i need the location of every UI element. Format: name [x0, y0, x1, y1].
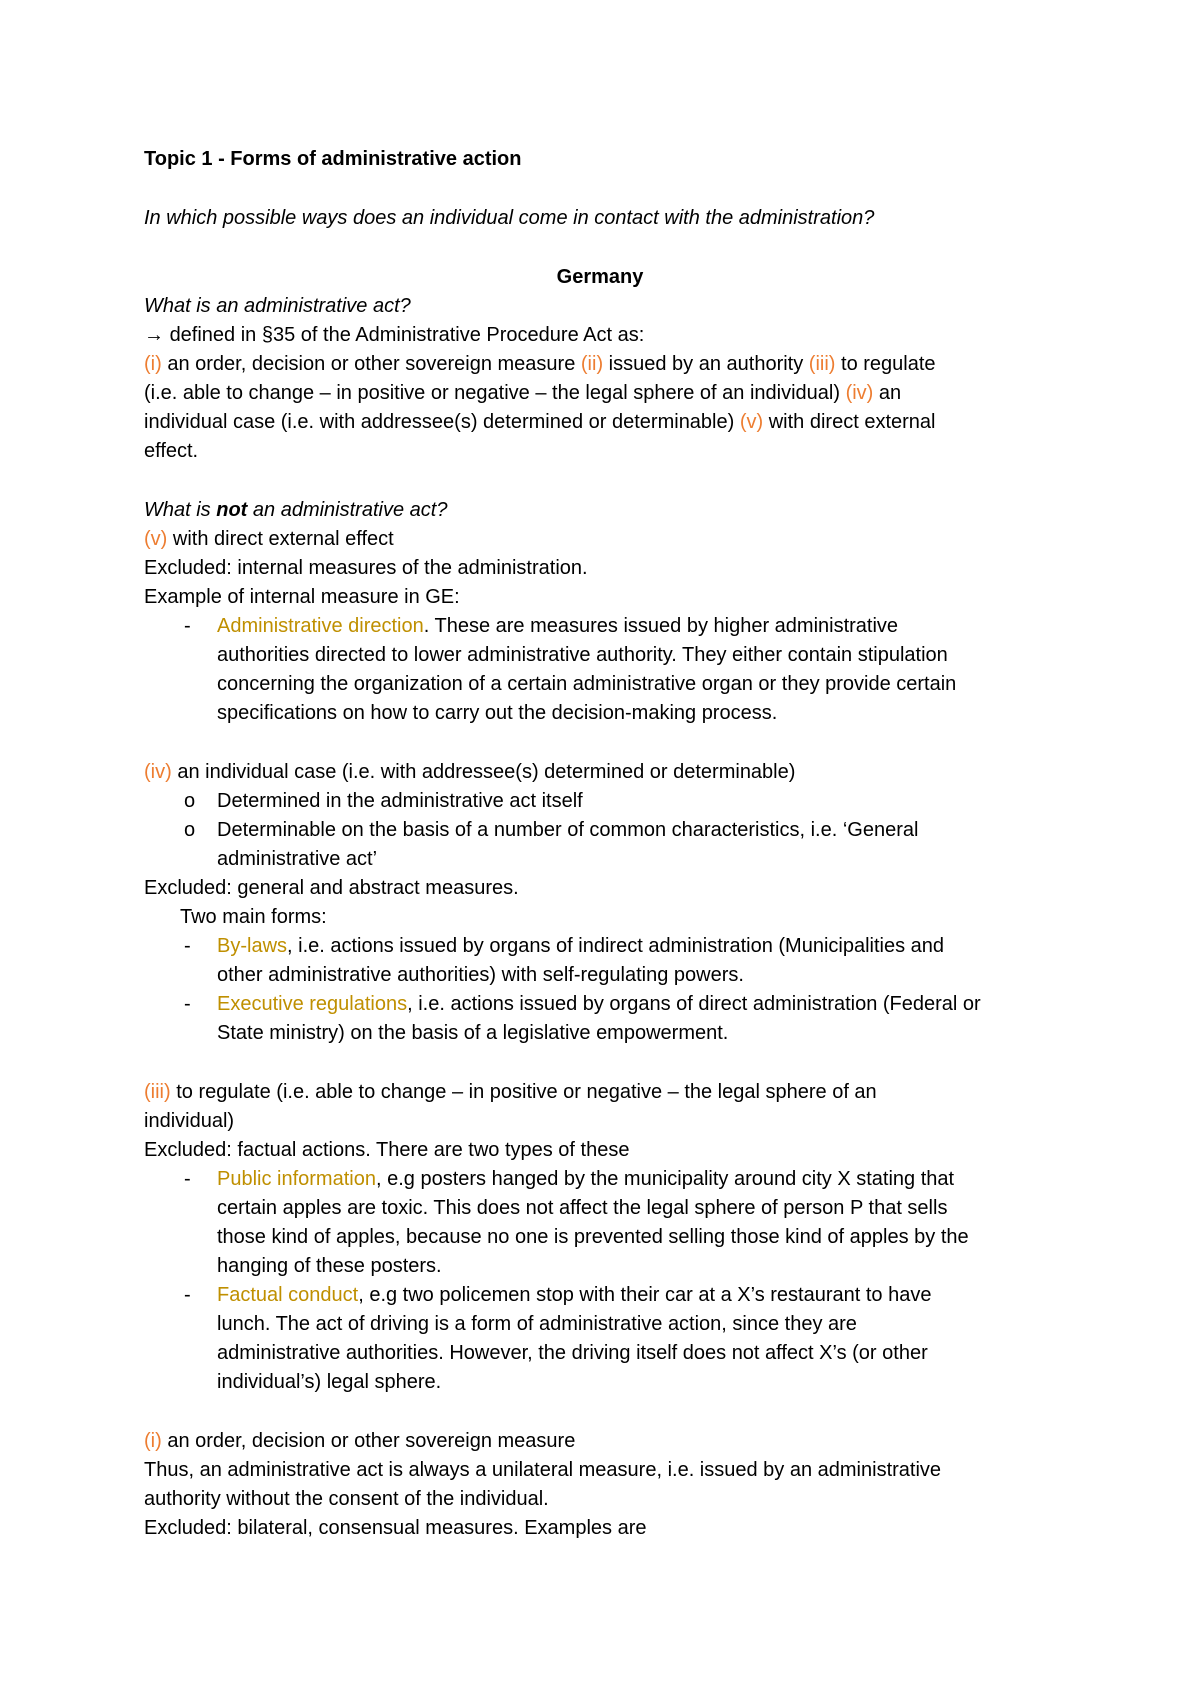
- term-bylaws: By-laws: [217, 935, 288, 957]
- sub-bullet-determined: Determined in the administrative act itself: [217, 790, 583, 812]
- dash-bullet: -: [184, 615, 191, 637]
- definition-line-4: effect.: [144, 440, 199, 462]
- term-factual-conduct: Factual conduct: [217, 1284, 359, 1306]
- definition-intro-text: defined in §35 of the Administrative Procedure Act as:: [169, 324, 645, 346]
- criterion-i: (i) an order, decision or other sovereign measure: [144, 1430, 576, 1452]
- term-executive-regulations: Executive regulations: [217, 993, 408, 1015]
- excluded-bilateral: Excluded: bilateral, consensual measures. Examples are: [144, 1517, 647, 1539]
- section-heading-germany: Germany: [556, 266, 644, 288]
- page-title: Topic 1 - Forms of administrative action: [144, 148, 522, 170]
- excluded-factual: Excluded: factual actions. There are two types of these: [144, 1139, 630, 1161]
- unilateral-paragraph: Thus, an administrative act is always a unilateral measure, i.e. issued by an administrative: [144, 1459, 942, 1481]
- circle-bullet: o: [184, 819, 196, 841]
- example-internal: Example of internal measure in GE:: [144, 586, 460, 608]
- two-main-forms: Two main forms:: [180, 906, 327, 928]
- bullet-executive-regulations: Executive regulations, i.e. actions issued by organs of direct administration (Federal or: [217, 993, 981, 1015]
- dash-bullet: -: [184, 1168, 191, 1190]
- bullet-public-information: Public information, e.g posters hanged by the municipality around city X stating that: [217, 1168, 955, 1190]
- circle-bullet: o: [184, 790, 196, 812]
- definition-line-1: (i) an order, decision or other sovereign measure (ii) issued by an authority (iii) to regulate: [144, 353, 936, 375]
- intro-question: In which possible ways does an individual come in contact with the administration?: [144, 207, 875, 229]
- definition-intro: [144, 323, 644, 347]
- bullet-admin-direction: Administrative direction. These are measures issued by higher administrative: [217, 615, 899, 637]
- document-page: Topic 1 - Forms of administrative action In which possible ways does an individual come in contact with the administration? Germany What is an administrative act? → defined in §35 of the Administrative Procedure Act as: (i) an order, decision or other sovereign measure (ii) issued by an authority (iii) to regulate (i.e. able to change – in positive or negative – the legal sphere of an individual) (iv) an individual case (i.e. with addressee(s) determined or determinable) (v) with direct external effect. What is not an administrative act? (v) with direct external effect Excluded: internal measures of the administration. Example of internal measure in GE: - Administrative direction. These are measures issued by higher administrative authorities directed to lower administrative authority. They either contain stipulation concerning the organization of a certain administrative organ or they provide certain specifications on how to carry out the decision-making process. (iv) an individual case (i.e. with addressee(s) determined or determinable) o Determined in the administrative act itself o Determinable on the basis of a number of common characteristics, i.e. ‘General administrative act’ Excluded: general and abstract measures. Two main forms: - By-laws, i.e. actions issued by organs of indirect administration (Municipalities and other administrative authorities) with self-regulating powers. - Executive regulations, i.e. actions issued by organs of direct administration (Federal or State ministry) on the basis of a legislative empowerment. (iii) to regulate (i.e. able to change – in positive or negative – the legal sphere of an individual) Excluded: factual actions. There are two types of these - Public information, e.g posters hanged by the municipality around city X stating that certain apples are toxic. This does not affect the legal sphere of person P that sells those kind of apples, because no one is prevented selling those kind of apples by the hanging of these posters. - Factual conduct, e.g two policemen stop with their car at a X’s restaurant to have lunch. The act of driving is a form of administrative action, since they are administrative authorities. However, the driving itself does not affect X’s (or other individual’s) legal sphere. (i) an order, decision or other sovereign measure Thus, an administrative act is always a unilateral measure, i.e. issued by an administrative authority without the consent of the individual. Excluded: bilateral, consensual measures. Examples are: [0, 0, 1200, 1698]
- excluded-general: Excluded: general and abstract measures.: [144, 877, 519, 899]
- dash-bullet: -: [184, 1284, 191, 1306]
- dash-bullet: -: [184, 935, 191, 957]
- excluded-internal: Excluded: internal measures of the administration.: [144, 557, 588, 579]
- dash-bullet: -: [184, 993, 191, 1015]
- term-public-information: Public information: [217, 1168, 376, 1190]
- definition-line-2: (i.e. able to change – in positive or negative – the legal sphere of an individual) (iv) an: [144, 382, 902, 404]
- criterion-iii: (iii) to regulate (i.e. able to change – in positive or negative – the legal sphere of an: [144, 1081, 877, 1103]
- question-what-is-admin-act: What is an administrative act?: [144, 295, 411, 317]
- term-admin-direction: Administrative direction: [217, 615, 424, 637]
- bullet-factual-conduct: Factual conduct, e.g two policemen stop with their car at a X’s restaurant to have: [217, 1284, 932, 1306]
- bullet-bylaws: By-laws, i.e. actions issued by organs of indirect administration (Municipalities and: [217, 935, 945, 957]
- criterion-iv: (iv) an individual case (i.e. with addressee(s) determined or determinable): [144, 761, 796, 783]
- definition-line-3: individual case (i.e. with addressee(s) determined or determinable) (v) with direct external: [144, 411, 936, 433]
- question-what-is-not: What is not an administrative act?: [144, 499, 448, 521]
- sub-bullet-determinable: Determinable on the basis of a number of common characteristics, i.e. ‘General: [217, 819, 919, 841]
- emphasis-not: not: [216, 499, 248, 521]
- arrow-icon: →: [144, 324, 164, 346]
- criterion-v: (v) with direct external effect: [144, 528, 394, 550]
